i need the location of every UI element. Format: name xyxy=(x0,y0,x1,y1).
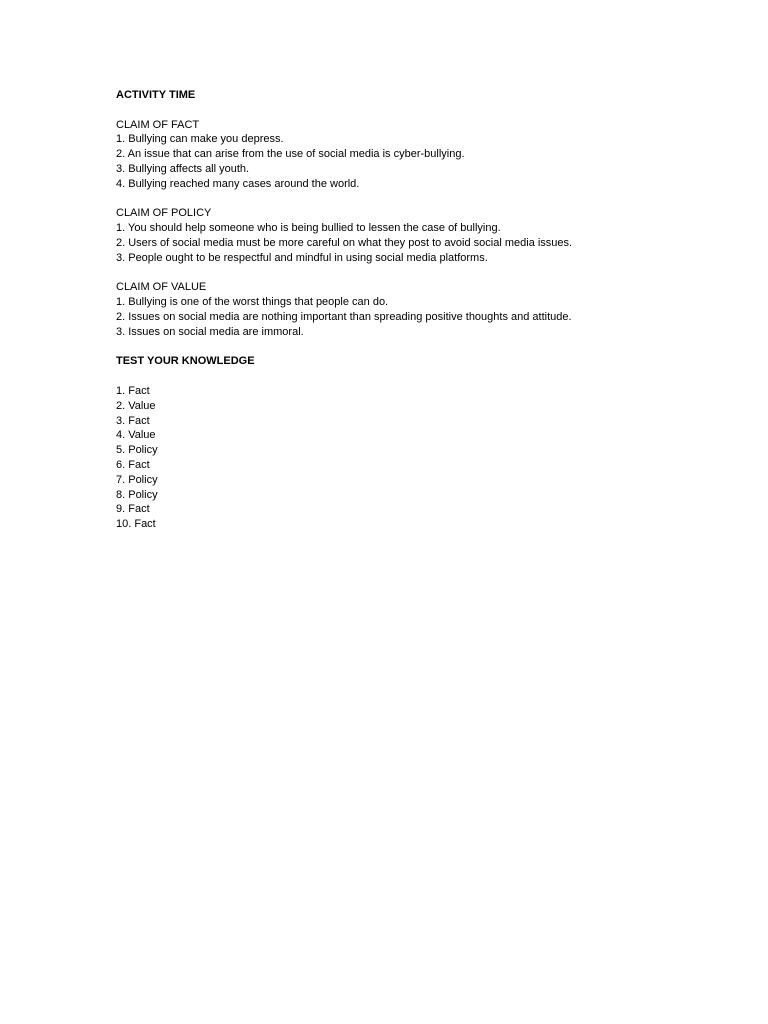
claim-of-value-title: CLAIM OF VALUE xyxy=(116,281,207,294)
answer-item: 8. Policy xyxy=(116,488,158,501)
spacer xyxy=(116,369,736,384)
claim-of-policy-item: 2. Users of social media must be more careful on what they post to avoid social media issues. xyxy=(116,236,573,249)
answer-item: 2. Value xyxy=(116,399,156,412)
claim-of-value-section xyxy=(116,280,736,339)
answer-item: 10. Fact xyxy=(116,518,156,531)
answer-item: 9. Fact xyxy=(116,503,150,516)
claim-of-value-item: 3. Issues on social media are immoral. xyxy=(116,325,304,338)
spacer xyxy=(116,266,736,281)
document-content xyxy=(116,88,736,532)
claim-of-fact-item: 1. Bullying can make you depress. xyxy=(116,133,284,146)
answer-item: 5. Policy xyxy=(116,444,158,457)
spacer xyxy=(116,103,736,118)
activity-time-heading: ACTIVITY TIME xyxy=(116,89,196,101)
claim-of-policy-section xyxy=(116,206,736,265)
spacer xyxy=(116,340,736,355)
claim-of-value-item: 2. Issues on social media are nothing important than spreading positive thoughts and attitude. xyxy=(116,310,572,323)
claim-of-fact-item: 3. Bullying affects all youth. xyxy=(116,162,250,175)
spacer xyxy=(116,192,736,207)
claim-of-fact-section xyxy=(116,118,736,192)
test-your-knowledge-section xyxy=(116,354,736,532)
answer-item: 3. Fact xyxy=(116,414,150,427)
answer-item: 1. Fact xyxy=(116,384,150,397)
answer-item: 4. Value xyxy=(116,429,156,442)
claim-of-policy-title: CLAIM OF POLICY xyxy=(116,207,212,220)
claim-of-value-item: 1. Bullying is one of the worst things that people can do. xyxy=(116,296,389,309)
answer-item: 6. Fact xyxy=(116,458,150,471)
claim-of-policy-item: 1. You should help someone who is being bullied to lessen the case of bullying. xyxy=(116,222,501,235)
answer-item: 7. Policy xyxy=(116,473,158,486)
claim-of-fact-item: 2. An issue that can arise from the use of social media is cyber-bullying. xyxy=(116,148,465,161)
claim-of-fact-item: 4. Bullying reached many cases around the world. xyxy=(116,177,360,190)
claim-of-policy-item: 3. People ought to be respectful and mindful in using social media platforms. xyxy=(116,251,488,264)
test-your-knowledge-title: TEST YOUR KNOWLEDGE xyxy=(116,355,255,368)
claim-of-fact-title: CLAIM OF FACT xyxy=(116,118,200,131)
